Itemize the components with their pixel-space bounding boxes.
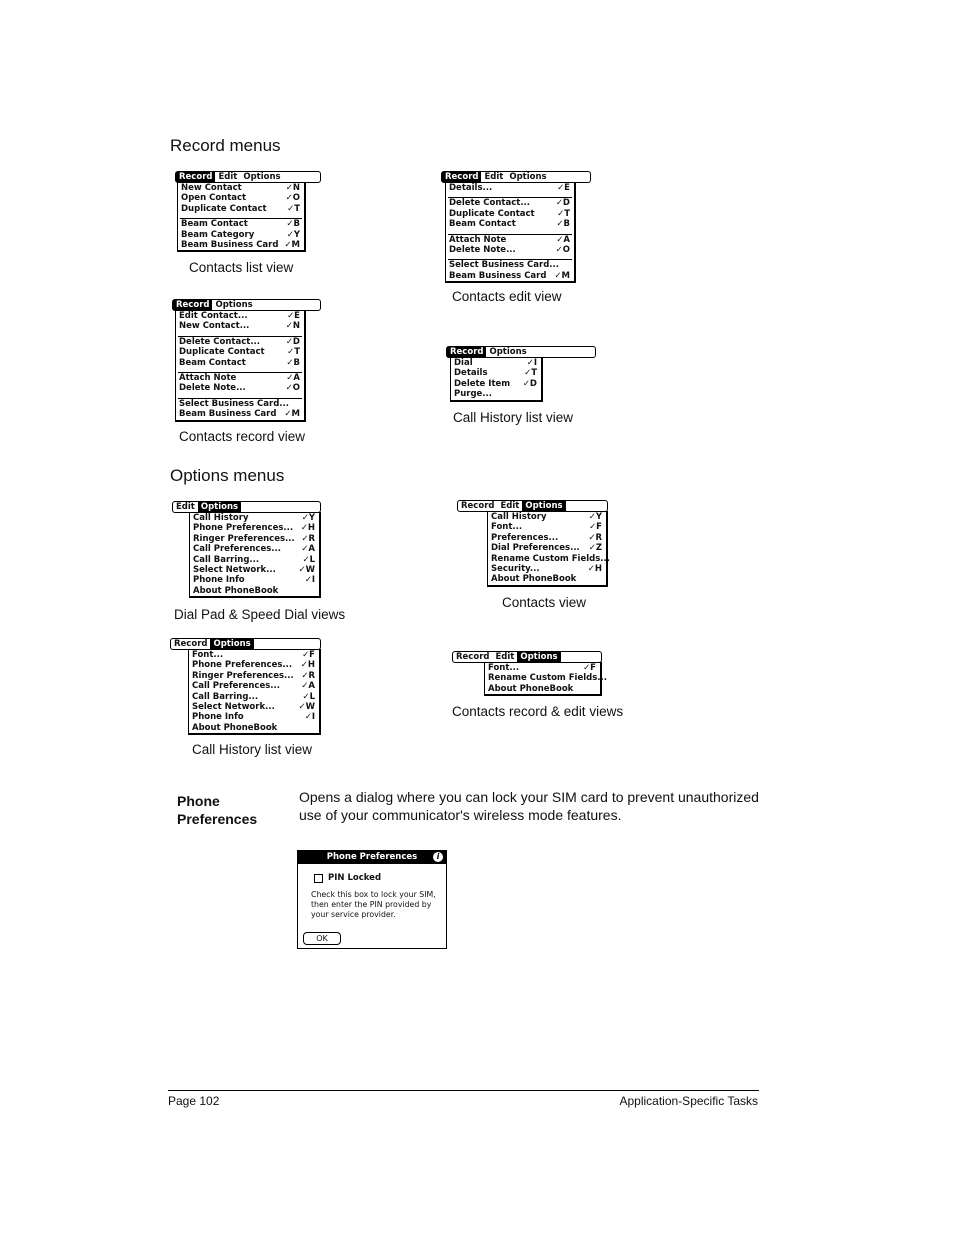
menu-item-shortcut: ✓A bbox=[301, 681, 315, 692]
menu-item-label: Dial Preferences... bbox=[491, 543, 580, 554]
menu-item[interactable] bbox=[446, 219, 574, 229]
menu-item-shortcut: ✓H bbox=[587, 563, 602, 574]
menu-tab-options[interactable]: Options bbox=[489, 347, 527, 357]
menu-item[interactable] bbox=[446, 245, 574, 255]
menu-item-label: Font... bbox=[192, 650, 224, 660]
menu-item-shortcut: ✓D bbox=[522, 378, 537, 389]
phone-preferences-description: Opens a dialog where you can lock your SIM card to prevent unauthorized use of your communicator's wireless mode features. bbox=[299, 789, 759, 823]
menu-item-shortcut: ✓Y bbox=[286, 229, 300, 240]
menu-item-label: Beam Contact bbox=[179, 357, 246, 368]
menu-dropdown bbox=[450, 357, 543, 402]
menu-item[interactable] bbox=[176, 409, 304, 419]
menu-item[interactable] bbox=[178, 219, 304, 229]
footer-rule bbox=[168, 1090, 759, 1091]
menu-item[interactable] bbox=[451, 368, 541, 378]
menu-item-shortcut: ✓R bbox=[301, 670, 315, 681]
menu-item[interactable] bbox=[488, 564, 606, 574]
menu-item-label: Delete Item bbox=[454, 378, 511, 389]
menu-item-shortcut: ✓F bbox=[302, 650, 315, 660]
menu-item-label: Duplicate Contact bbox=[181, 203, 267, 214]
menu-item-label: Font... bbox=[491, 522, 523, 533]
menu-tab-record[interactable]: Record bbox=[173, 300, 212, 310]
menu-item-label: Beam Contact bbox=[449, 219, 516, 230]
menu-caption: Call History list view bbox=[453, 410, 574, 425]
menu-item-shortcut: ✓M bbox=[284, 409, 300, 420]
menu-item[interactable] bbox=[446, 271, 574, 281]
menu-item-label: About PhoneBook bbox=[193, 585, 279, 596]
menu-item[interactable] bbox=[176, 373, 304, 383]
menu-item-shortcut: ✓W bbox=[298, 701, 315, 712]
menu-caption: Contacts edit view bbox=[452, 289, 562, 304]
menu-item-shortcut: ✓I bbox=[304, 575, 315, 586]
menu-tab-options[interactable]: Options bbox=[198, 502, 241, 512]
menu-caption: Dial Pad & Speed Dial views bbox=[174, 607, 346, 622]
menu-item-shortcut: ✓A bbox=[556, 234, 570, 245]
menu-item[interactable] bbox=[446, 183, 574, 193]
menu-item-label: Call Preferences... bbox=[193, 544, 281, 555]
menu-dropdown bbox=[189, 512, 321, 598]
page-number: Page 102 bbox=[168, 1094, 220, 1108]
menu-item-shortcut: ✓A bbox=[301, 544, 315, 555]
menu-item[interactable] bbox=[190, 586, 319, 596]
menu-item-shortcut: ✓O bbox=[555, 244, 570, 255]
menu-item-label: Edit Contact... bbox=[179, 311, 248, 321]
menu-item-shortcut: ✓L bbox=[302, 554, 315, 565]
menu-item-label: Open Contact bbox=[181, 193, 247, 204]
menu-item-label: Font... bbox=[488, 663, 520, 673]
menu-dropdown bbox=[177, 182, 306, 252]
menu-item-label: Purge... bbox=[454, 389, 493, 400]
menu-item-shortcut: ✓W bbox=[298, 564, 315, 575]
menu-item[interactable] bbox=[189, 671, 319, 681]
menu-item-label: Rename Custom Fields... bbox=[491, 553, 610, 564]
menu-item-shortcut: ✓B bbox=[556, 219, 570, 230]
menu-item-shortcut: ✓I bbox=[526, 358, 537, 368]
menu-item-shortcut: ✓R bbox=[588, 532, 602, 543]
menu-item[interactable] bbox=[485, 684, 600, 694]
menu-item-label: About PhoneBook bbox=[491, 574, 577, 585]
menu-item[interactable] bbox=[178, 183, 304, 193]
menu-item-label: Call Barring... bbox=[193, 554, 260, 565]
menu-item-label: Beam Business Card bbox=[449, 270, 547, 281]
info-icon[interactable]: i bbox=[433, 852, 443, 862]
menu-item[interactable] bbox=[176, 311, 304, 321]
menu-item-shortcut: ✓L bbox=[302, 691, 315, 702]
menu-item[interactable] bbox=[190, 544, 319, 554]
menu-item-label: Select Business Card... bbox=[179, 398, 289, 409]
menu-item-shortcut: ✓B bbox=[286, 219, 300, 230]
menu-item-label: Ringer Preferences... bbox=[192, 670, 294, 681]
menu-item-shortcut: ✓T bbox=[524, 368, 537, 379]
menu-item-label: About PhoneBook bbox=[488, 683, 574, 694]
menu-item[interactable] bbox=[176, 347, 304, 357]
menu-item[interactable] bbox=[451, 389, 541, 399]
menu-item-label: Beam Business Card bbox=[181, 239, 279, 250]
menu-tab-record[interactable]: Record bbox=[174, 639, 208, 649]
menu-item[interactable] bbox=[189, 712, 319, 722]
phone-preferences-label: Phone Preferences bbox=[177, 793, 258, 827]
menu-item-shortcut: ✓B bbox=[286, 357, 300, 368]
menu-item-label: Attach Note bbox=[179, 372, 237, 383]
menu-item-label: Details... bbox=[449, 183, 493, 193]
menu-item-label: New Contact bbox=[181, 183, 242, 193]
menu-item[interactable] bbox=[178, 240, 304, 250]
menu-tab-options[interactable]: Options bbox=[243, 172, 281, 182]
menu-item-shortcut: ✓Y bbox=[588, 512, 602, 522]
menu-item[interactable] bbox=[488, 522, 606, 532]
dialog-title: Phone Preferences bbox=[326, 852, 418, 862]
menu-item-shortcut: ✓H bbox=[300, 660, 315, 671]
menu-item[interactable] bbox=[488, 533, 606, 543]
section-title: Application-Specific Tasks bbox=[619, 1094, 758, 1108]
menu-item-shortcut: ✓O bbox=[285, 383, 300, 394]
ok-button[interactable]: OK bbox=[303, 932, 341, 945]
menu-item[interactable] bbox=[178, 193, 304, 203]
menu-item-label: Dial bbox=[454, 358, 473, 368]
menu-dropdown bbox=[484, 662, 607, 696]
menu-caption: Contacts record & edit views bbox=[452, 704, 624, 719]
menu-item-label: Call Preferences... bbox=[192, 681, 280, 692]
menu-item-label: Beam Category bbox=[181, 229, 255, 240]
menu-item-label: Call History bbox=[193, 513, 249, 523]
menu-item-shortcut: ✓D bbox=[285, 336, 300, 347]
menu-item-label: Delete Contact... bbox=[179, 336, 261, 347]
menu-item-label: Phone Preferences... bbox=[192, 660, 293, 671]
menu-item[interactable] bbox=[190, 534, 319, 544]
options-menus-heading: Options menus bbox=[170, 466, 285, 485]
menu-item[interactable] bbox=[190, 575, 319, 585]
menu-item[interactable] bbox=[189, 702, 319, 712]
menu-tab-record[interactable]: Record bbox=[461, 501, 495, 511]
menu-item[interactable] bbox=[446, 209, 574, 219]
menu-item[interactable] bbox=[190, 523, 319, 533]
menu-item[interactable] bbox=[451, 379, 541, 389]
dialog-title-bar bbox=[298, 851, 446, 864]
menu-tab-edit[interactable]: Edit bbox=[218, 172, 238, 182]
menu-item-label: Attach Note bbox=[449, 234, 507, 245]
menu-item-shortcut: ✓N bbox=[285, 321, 300, 332]
menu-item[interactable] bbox=[446, 198, 574, 208]
menu-item-shortcut: ✓T bbox=[287, 203, 300, 214]
record-menus-heading: Record menus bbox=[170, 136, 281, 155]
checkbox-box[interactable] bbox=[314, 874, 323, 883]
menu-caption: Contacts view bbox=[502, 595, 587, 610]
menu-tab-options[interactable]: Options bbox=[215, 300, 253, 310]
menu-item-label: Preferences... bbox=[491, 532, 559, 543]
menu-dropdown bbox=[487, 511, 608, 587]
menu-item-shortcut: ✓Y bbox=[301, 513, 315, 523]
menu-item[interactable] bbox=[178, 204, 304, 214]
menu-item[interactable] bbox=[176, 399, 304, 409]
menu-dropdown bbox=[175, 310, 306, 422]
menu-item-label: Delete Note... bbox=[179, 383, 246, 394]
menu-item-shortcut: ✓D bbox=[555, 198, 570, 209]
menu-item[interactable] bbox=[190, 513, 319, 523]
menu-dropdown bbox=[445, 182, 576, 283]
phone-preferences-dialog bbox=[297, 850, 447, 949]
menu-item-label: Duplicate Contact bbox=[449, 208, 535, 219]
menu-item-label: About PhoneBook bbox=[192, 722, 278, 733]
menu-item-label: Phone Preferences... bbox=[193, 523, 294, 534]
menu-item[interactable] bbox=[488, 553, 610, 564]
menu-item-label: Call Barring... bbox=[192, 691, 259, 702]
menu-tab-record[interactable]: Record bbox=[176, 172, 215, 182]
menu-item[interactable] bbox=[176, 321, 304, 331]
menu-item-label: Beam Business Card bbox=[179, 409, 277, 420]
menu-item-label: Delete Contact... bbox=[449, 198, 531, 209]
menu-item-shortcut: ✓F bbox=[589, 522, 602, 533]
menu-caption: Contacts record view bbox=[179, 429, 306, 444]
menu-item[interactable] bbox=[451, 358, 541, 368]
menu-tab-edit[interactable]: Edit bbox=[495, 652, 515, 662]
menu-item-shortcut: ✓M bbox=[554, 270, 570, 281]
menu-item-label: Select Business Card... bbox=[449, 260, 559, 271]
menu-item[interactable] bbox=[189, 681, 319, 691]
menu-item-shortcut: ✓M bbox=[284, 239, 300, 250]
menu-item[interactable] bbox=[446, 260, 574, 270]
menu-item[interactable] bbox=[189, 660, 319, 670]
menu-tab-record[interactable]: Record bbox=[456, 652, 490, 662]
menu-item[interactable] bbox=[189, 650, 319, 660]
menu-item-shortcut: ✓I bbox=[304, 712, 315, 723]
menu-caption: Call History list view bbox=[192, 742, 313, 757]
menu-item-shortcut: ✓A bbox=[286, 372, 300, 383]
menu-item[interactable] bbox=[190, 565, 319, 575]
menu-item[interactable] bbox=[190, 555, 319, 565]
pin-locked-label: PIN Locked bbox=[328, 873, 382, 883]
menu-item[interactable] bbox=[176, 337, 304, 347]
menu-item-label: New Contact... bbox=[179, 321, 250, 332]
menu-item-label: Ringer Preferences... bbox=[193, 533, 295, 544]
menu-dropdown bbox=[188, 649, 321, 735]
menu-caption: Contacts list view bbox=[189, 260, 294, 275]
menu-item-label: Security... bbox=[491, 563, 540, 574]
dialog-help-text: Check this box to lock your SIM, then enter the PIN provided by your service provider. bbox=[311, 890, 436, 919]
menu-tab-options[interactable]: Options bbox=[210, 639, 253, 649]
menu-item-label: Details bbox=[454, 368, 488, 379]
menu-item-label: Select Network... bbox=[193, 564, 276, 575]
menu-tab-record[interactable]: Record bbox=[442, 172, 481, 182]
menu-item-shortcut: ✓E bbox=[287, 311, 300, 321]
menu-item-label: Call History bbox=[491, 512, 547, 522]
menu-tab-edit[interactable]: Edit bbox=[484, 172, 504, 182]
menu-item-label: Phone Info bbox=[193, 575, 245, 586]
menu-item-shortcut: ✓O bbox=[285, 193, 300, 204]
menu-tab-edit[interactable]: Edit bbox=[500, 501, 520, 511]
menu-item[interactable] bbox=[446, 235, 574, 245]
menu-item[interactable] bbox=[485, 673, 607, 684]
menu-item-shortcut: ✓N bbox=[285, 183, 300, 193]
menu-item[interactable] bbox=[176, 383, 304, 393]
menu-item-label: Duplicate Contact bbox=[179, 347, 265, 358]
menu-item[interactable] bbox=[488, 574, 606, 584]
menu-tab-edit[interactable]: Edit bbox=[176, 502, 195, 512]
menu-item[interactable] bbox=[189, 723, 319, 733]
menu-item[interactable] bbox=[189, 692, 319, 702]
menu-item-shortcut: ✓F bbox=[583, 663, 596, 673]
menu-item-label: Rename Custom Fields... bbox=[488, 673, 607, 684]
menu-item-shortcut: ✓Z bbox=[588, 543, 602, 554]
menu-item[interactable] bbox=[488, 543, 606, 553]
menu-tab-record[interactable]: Record bbox=[447, 347, 486, 357]
menu-item-shortcut: ✓H bbox=[300, 523, 315, 534]
menu-item-shortcut: ✓R bbox=[301, 533, 315, 544]
menu-item-shortcut: ✓T bbox=[557, 208, 570, 219]
menu-tab-options[interactable]: Options bbox=[522, 501, 565, 511]
menu-tab-options[interactable]: Options bbox=[517, 652, 560, 662]
menu-item-label: Select Network... bbox=[192, 701, 275, 712]
pin-locked-checkbox[interactable] bbox=[314, 873, 381, 883]
menu-item[interactable] bbox=[488, 512, 606, 522]
menu-item[interactable] bbox=[176, 358, 304, 368]
menu-item[interactable] bbox=[178, 230, 304, 240]
menu-item-label: Phone Info bbox=[192, 712, 244, 723]
menu-item-label: Delete Note... bbox=[449, 244, 516, 255]
menu-item-shortcut: ✓E bbox=[557, 183, 570, 193]
menu-item[interactable] bbox=[485, 663, 600, 673]
menu-item-label: Beam Contact bbox=[181, 219, 248, 230]
menu-item-shortcut: ✓T bbox=[287, 347, 300, 358]
menu-tab-options[interactable]: Options bbox=[509, 172, 547, 182]
